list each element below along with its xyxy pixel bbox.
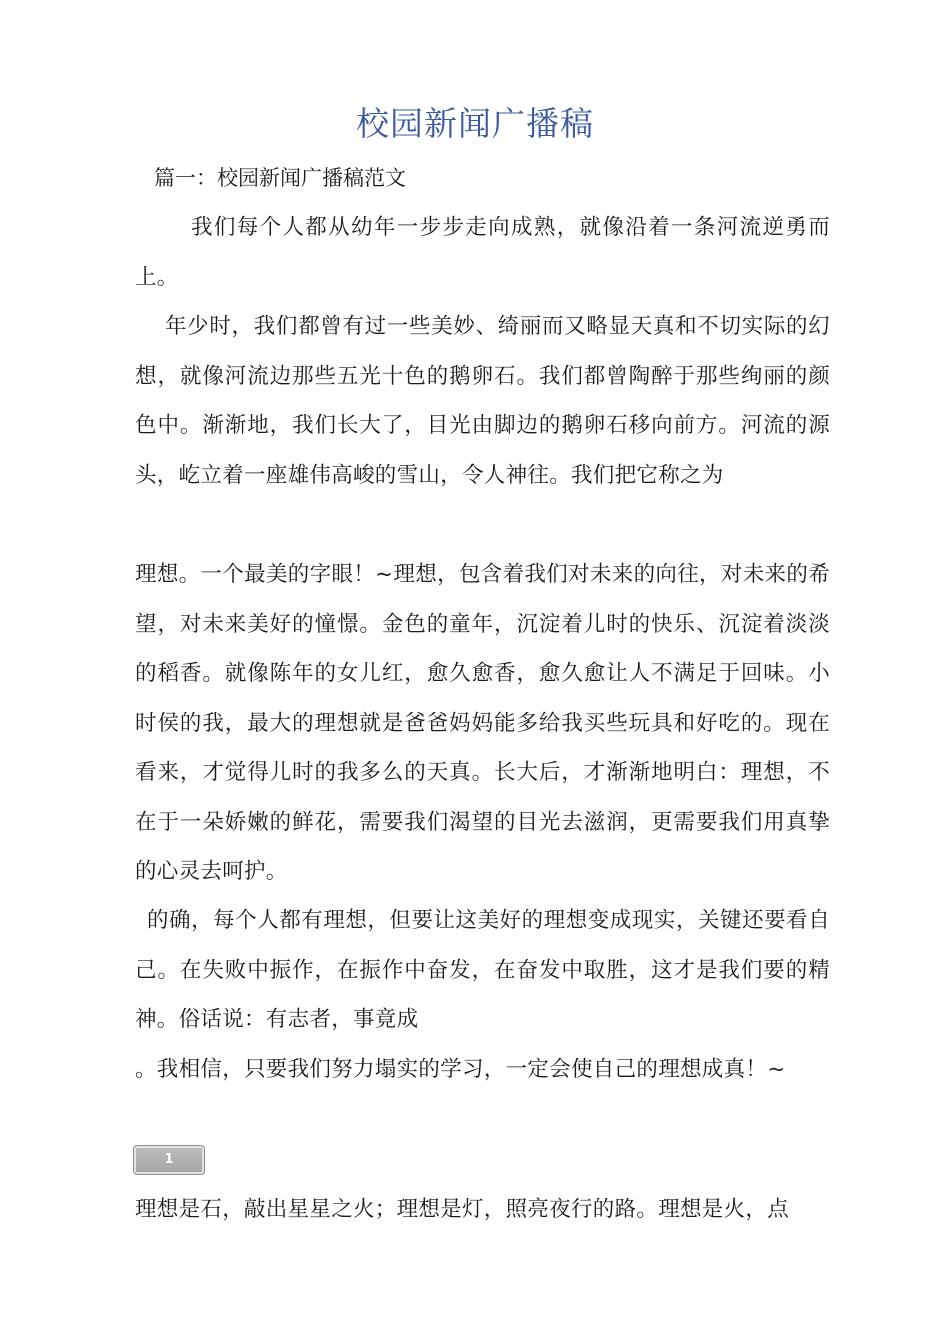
- paragraph-4: 的确，每个人都有理想，但要让这美好的理想变成现实，关键还要看自己。在失败中振作，在振作中奋发，在奋发中取胜，这才是我们要的精神。俗话说：有志者，事竟成: [135, 908, 830, 1032]
- document-subtitle: 篇一：校园新闻广播稿范文: [154, 166, 406, 190]
- paragraph-5: 。我相信，只要我们努力塌实的学习，一定会使自己的理想成真！~: [135, 1057, 786, 1082]
- document-title: 校园新闻广播稿: [356, 104, 594, 143]
- page-number-badge: 1: [133, 1145, 205, 1175]
- paragraph-1: 我们每个人都从幼年一步步走向成熟，就像沿着一条河流逆勇而上。: [135, 215, 830, 290]
- paragraph-6: 理想是石，敲出星星之火；理想是灯，照亮夜行的路。理想是火，点: [135, 1197, 790, 1222]
- paragraph-2: 年少时，我们都曾有过一些美妙、绮丽而又略显天真和不切实际的幻想，就像河流边那些五光十色的鹅卵石。我们都曾陶醉于那些绚丽的颜色中。渐渐地，我们长大了，目光由脚边的鹅卵石移向前方。河流的源头，屹立着一座雄伟高峻的雪山，令人神往。我们把它称之为: [135, 314, 830, 488]
- paragraph-3: 理想。一个最美的字眼！~理想，包含着我们对未来的向往，对未来的希望，对未来美好的憧憬。金色的童年，沉淀着儿时的快乐、沉淀着淡淡的稻香。就像陈年的女儿红，愈久愈香，愈久愈让人不满足于回味。小时侯的我，最大的理想就是爸爸妈妈能多给我买些玩具和好吃的。现在看来，才觉得儿时的我多么的天真。长大后，才渐渐地明白：理想，不在于一朵娇嫩的鲜花，需要我们渴望的目光去滋润，更需要我们用真挚的心灵去呵护。: [135, 562, 830, 884]
